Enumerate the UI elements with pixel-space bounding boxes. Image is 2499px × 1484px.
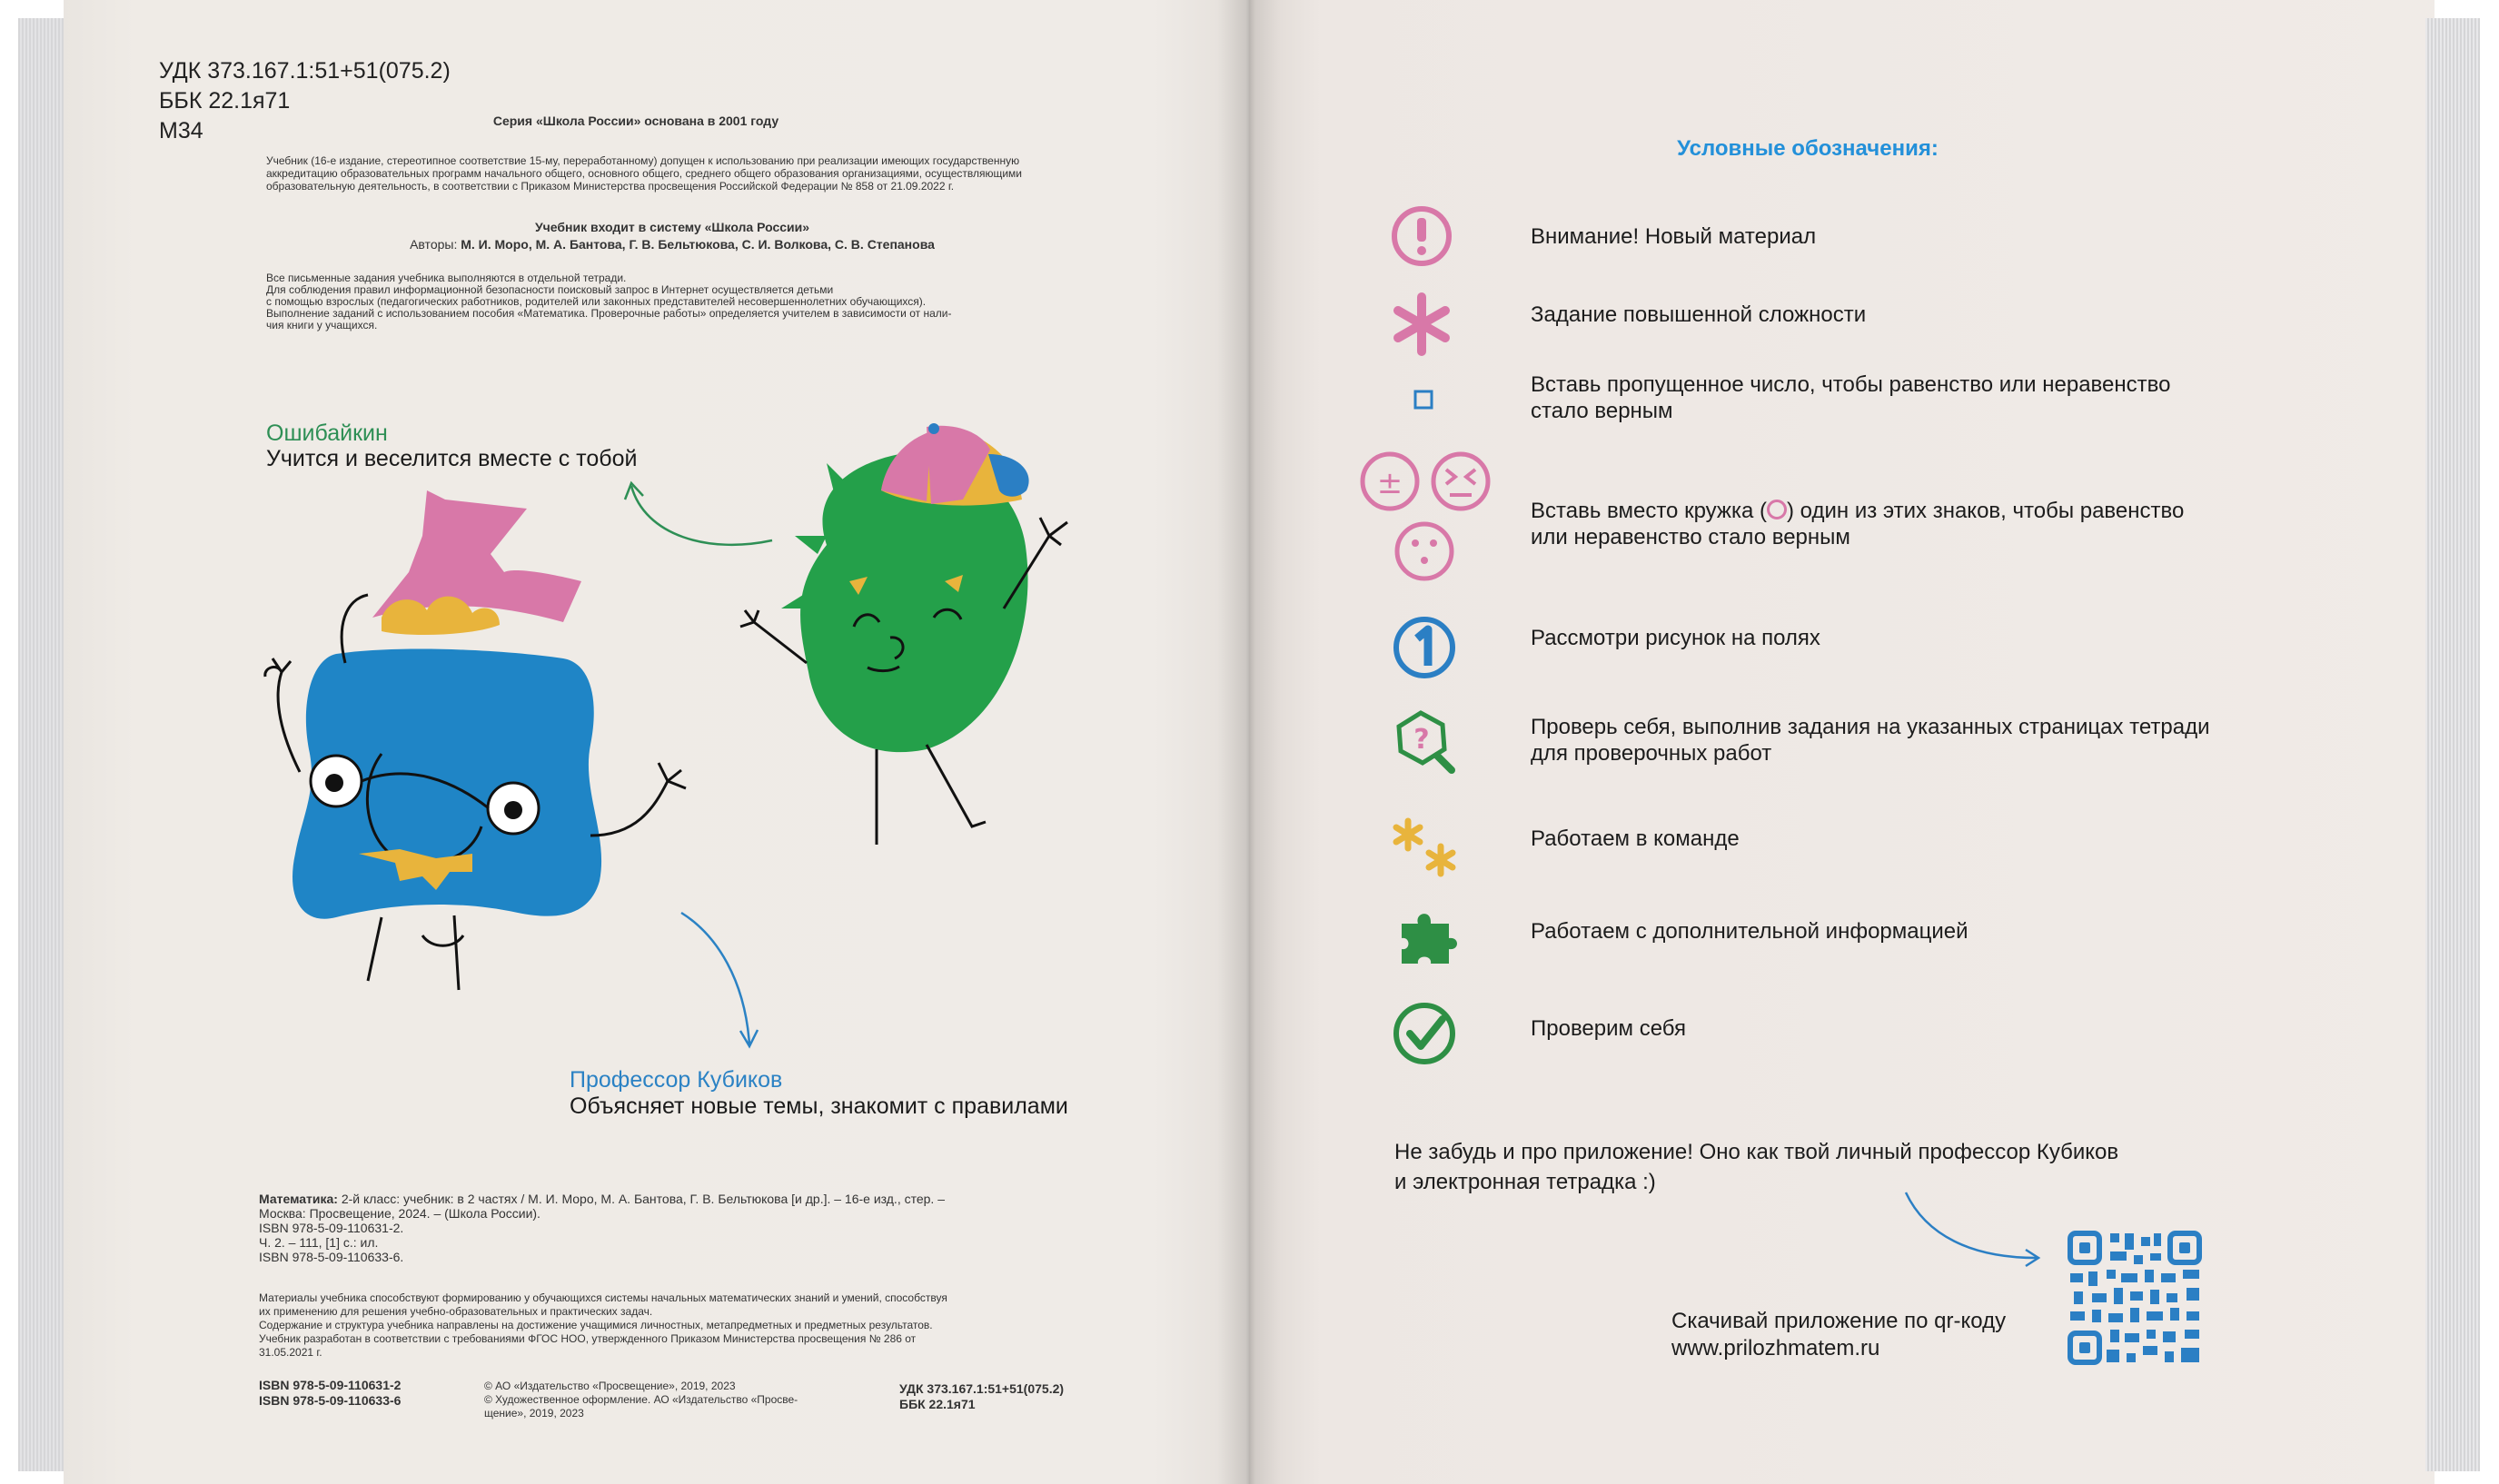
- char1-name: Ошибайкин: [266, 420, 388, 446]
- isbn-block: [259, 1378, 401, 1409]
- arrow-to-qr: [1899, 1185, 2044, 1276]
- author-mark: М34: [159, 118, 203, 143]
- instruction-line: Для соблюдения правил информационной безопасности поисковый запрос в Интернет осуществляется детьми: [266, 283, 834, 296]
- legend-text-missing-number: [1531, 371, 2294, 424]
- biblio-line: Ч. 2. – 111, [1] с.: ил.: [259, 1235, 379, 1250]
- isbn-line: ISBN 978-5-09-110633-6: [259, 1393, 402, 1408]
- char2-name: Профессор Кубиков: [570, 1067, 783, 1093]
- arrow-to-char2: [681, 913, 749, 1044]
- classification-codes: [159, 56, 451, 146]
- legend-text-signs: [1531, 498, 2294, 550]
- copyright-line: © Художественное оформление. АО «Издательство «Просве-: [484, 1393, 798, 1406]
- instruction-line: с помощью взрослых (педагогических работников, родителей или законных представителей несовершеннолетних обучающихся).: [266, 295, 927, 308]
- question-magnifier-icon: [1390, 708, 1463, 781]
- series-line: Серия «Школа России» основана в 2001 году: [492, 114, 779, 128]
- signs-icon: [1354, 450, 1499, 586]
- bbk-code: ББК 22.1я71: [159, 88, 291, 114]
- copyright-line: щение», 2019, 2023: [484, 1407, 584, 1420]
- promo-line: Не забудь и про приложение! Оно как твой личный профессор Кубиков: [1394, 1140, 2119, 1164]
- biblio-title: Математика:: [259, 1192, 338, 1206]
- bibliography-block: [259, 1192, 1095, 1264]
- char1-desc: Учится и веселится вместе с тобой: [266, 446, 638, 471]
- authors-line: [273, 238, 1072, 252]
- qr-caption-line: Скачивай приложение по qr-коду: [1671, 1309, 2007, 1333]
- annotation-line: их применению для решения учебно-образовательных и практических задач.: [259, 1305, 653, 1318]
- instruction-line: Выполнение заданий с использованием пособия «Математика. Проверочные работы» определяется учителем в зависимости от нали-: [266, 307, 952, 320]
- annotation-block: [259, 1291, 1095, 1360]
- svg-text:±: ±: [1376, 465, 1403, 501]
- bbk-code-bottom: ББК 22.1я71: [899, 1397, 976, 1411]
- instruction-line: Все письменные задания учебника выполняются в отдельной тетради.: [266, 272, 627, 284]
- legend-line: стало верным: [1531, 399, 1673, 423]
- annotation-line: Содержание и структура учебника направлены на достижение учащимися личностных, метапредметных и предметных результатов.: [259, 1319, 933, 1331]
- annotation-line: 31.05.2021 г.: [259, 1346, 322, 1359]
- char2-desc: Объясняет новые темы, знакомит с правилами: [570, 1093, 1068, 1119]
- annotation-line: Учебник разработан в соответствии с требованиями ФГОС НОО, утвержденного Приказом Министерства просвещения № 286 от: [259, 1332, 917, 1345]
- udk-code-bottom: УДК 373.167.1:51+51(075.2): [899, 1381, 1065, 1396]
- udk-code: УДК 373.167.1:51+51(075.2): [159, 58, 451, 84]
- square-icon: [1413, 389, 1436, 412]
- legend-text-teamwork: Работаем в команде: [1531, 826, 1740, 851]
- kubikov-character: [265, 490, 686, 990]
- legend-text-additional-info: Работаем с дополнительной информацией: [1531, 919, 1968, 944]
- legend-text-picture: Рассмотри рисунок на полях: [1531, 626, 1820, 650]
- annotation-line: Материалы учебника способствуют формированию у обучающихся системы начальных математических знаний и умений, способствуя: [259, 1291, 947, 1304]
- authors-names: М. И. Моро, М. А. Бантова, Г. В. Бельтюкова, С. И. Волкова, С. В. Степанова: [461, 237, 935, 252]
- page-edges-left: [18, 18, 68, 1471]
- oshibaykin-character: [740, 423, 1067, 845]
- legend-line: Проверь себя, выполнив задания на указанных страницах тетради: [1531, 715, 2210, 739]
- teamwork-icon: [1390, 816, 1463, 879]
- characters-illustration: [200, 400, 1181, 1090]
- asterisk-icon: [1390, 292, 1453, 356]
- arrow-to-char1: [631, 486, 772, 545]
- number-one-icon: [1390, 613, 1459, 682]
- legend-text-self-check: Проверим себя: [1531, 1016, 1686, 1041]
- biblio-line: ISBN 978-5-09-110633-6.: [259, 1250, 404, 1264]
- biblio-line: Москва: Просвещение, 2024. – (Школа России).: [259, 1206, 540, 1221]
- system-line: Учебник входит в систему «Школа России»: [534, 220, 810, 234]
- legend-title: Условные обозначения:: [1677, 136, 1939, 161]
- biblio-line: ISBN 978-5-09-110631-2.: [259, 1221, 404, 1235]
- exclamation-icon: [1385, 204, 1458, 277]
- legend-line: Вставь пропущенное число, чтобы равенство или неравенство: [1531, 372, 2171, 397]
- legend-text-hard-task: Задание повышенной сложности: [1531, 302, 1867, 327]
- isbn-line: ISBN 978-5-09-110631-2: [259, 1378, 402, 1392]
- promo-line: и электронная тетрадка :): [1394, 1170, 1656, 1194]
- legend-line: ) один из этих знаков, чтобы равенство: [1787, 499, 2185, 523]
- authors-prefix: Авторы:: [410, 237, 458, 252]
- legend-line: Вставь вместо кружка (: [1531, 499, 1768, 523]
- biblio-line: 2-й класс: учебник: в 2 частях / М. И. Моро, М. А. Бантова, Г. В. Бельтюкова [и др.]. – 16-е изд., стер. –: [341, 1192, 945, 1206]
- book-gutter-shadow: [1217, 0, 1281, 1484]
- copyright-block: [484, 1380, 798, 1420]
- legend-text-check-workbook: [1531, 714, 2294, 767]
- approval-text: Учебник (16-е издание, стереотипное соответствие 15-му, переработанному) допущен к использованию при реализации имеющих государственную аккредитацию образовательных программ начального общего, основного общего, среднего общего образования организациями, осуществляющими образовательную деятельность, в соответствии с Приказом Министерства просвещения Российской Федерации № 858 от 21.09.2022 г.: [266, 154, 1022, 193]
- copyright-line: © АО «Издательство «Просвещение», 2019, 2023: [484, 1380, 736, 1392]
- svg-text:?: ?: [1413, 724, 1430, 756]
- small-circle-icon: [1767, 500, 1787, 519]
- legend-text-new-material: Внимание! Новый материал: [1531, 224, 1817, 249]
- legend-line: или неравенство стало верным: [1531, 525, 1850, 549]
- legend-line: для проверочных работ: [1531, 741, 1772, 766]
- checkmark-icon: [1390, 999, 1459, 1068]
- puzzle-icon: [1394, 904, 1460, 969]
- instruction-line: чия книги у учащихся.: [266, 319, 378, 331]
- app-promo: [1394, 1137, 2303, 1197]
- app-url-link[interactable]: www.prilozhmatem.ru: [1671, 1336, 1880, 1360]
- qr-code[interactable]: [2065, 1228, 2205, 1368]
- qr-caption: [1671, 1308, 2006, 1362]
- page-edges-right: [2425, 18, 2480, 1471]
- instructions-block: [266, 272, 1084, 331]
- codes-bottom: [899, 1381, 1064, 1412]
